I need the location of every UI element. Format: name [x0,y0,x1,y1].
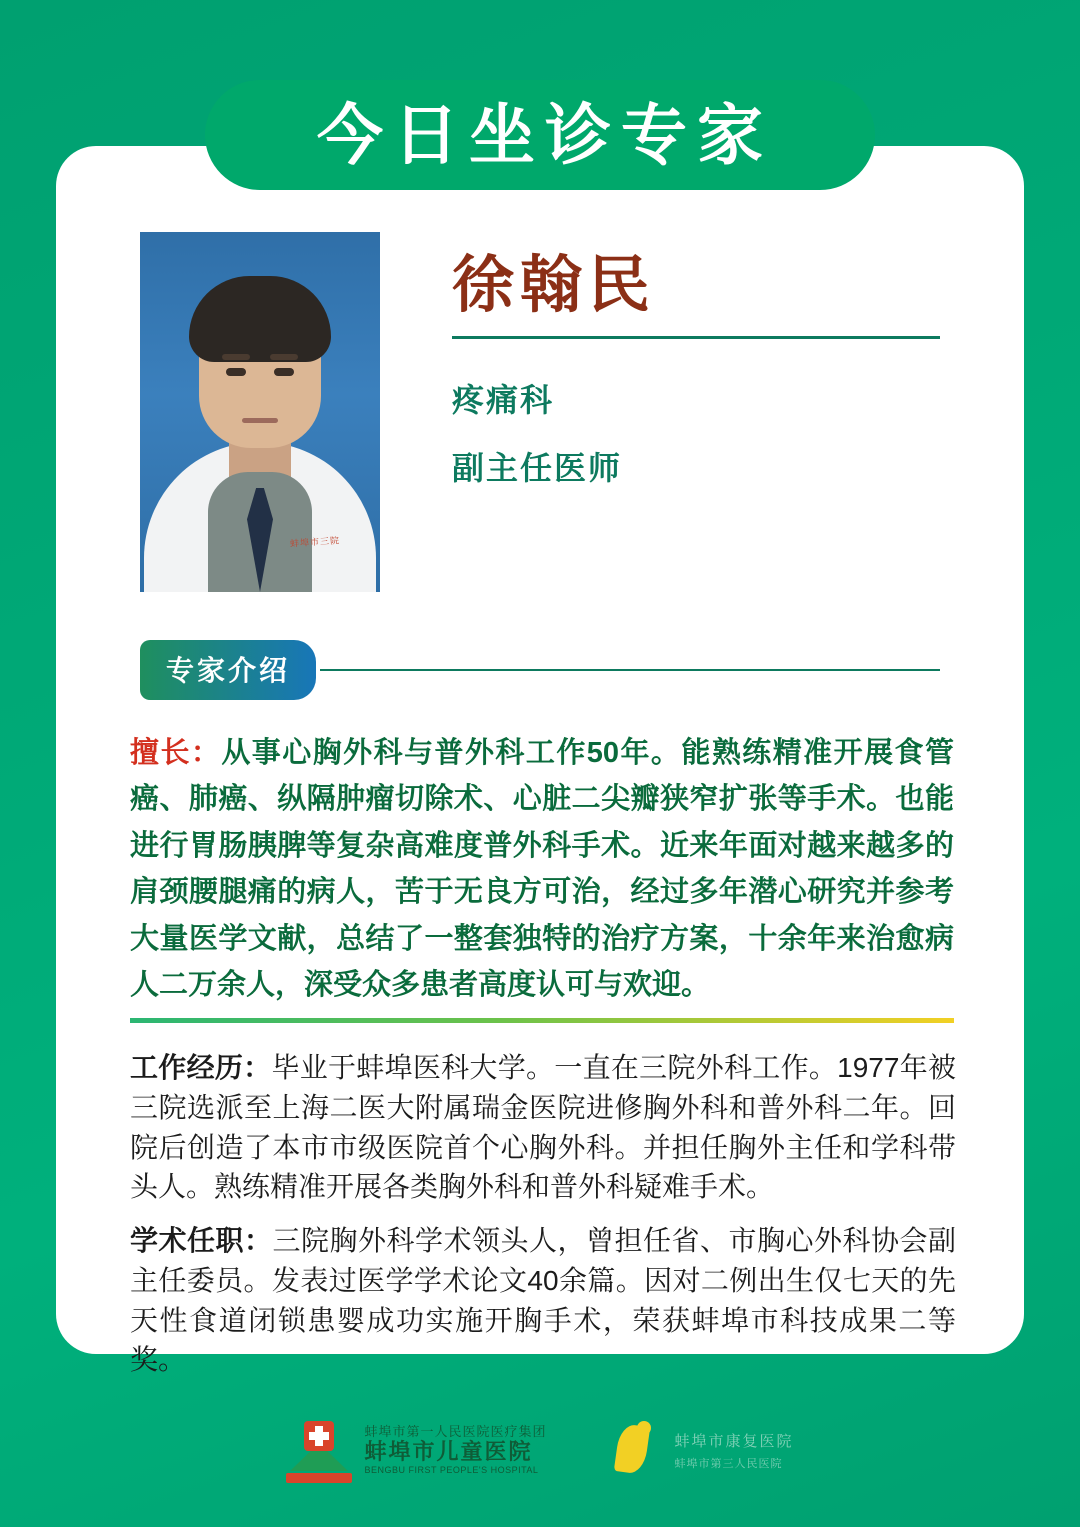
logo-secondary-line2: 蚌埠市第三人民医院 [674,1457,783,1470]
experience-paragraph [130,1048,956,1207]
logo-secondary [607,1419,794,1481]
experience-label: 工作经历： [130,1052,272,1083]
logo-primary-line2: 蚌埠市儿童医院 [364,1438,533,1464]
section-tag-intro: 专家介绍 [140,640,316,700]
content-card [56,146,1024,1376]
doctor-title: 副主任医师 [452,450,623,487]
academic-text: 三院胸外科学术领头人，曾担任省、市胸心外科协会副主任委员。发表过医学学术论文40余篇。因对二例出生仅七天的先天性食道闭锁患婴成功实施开胸手术，荣获蚌埠市科技成果二等奖。 [130,1225,956,1376]
photo-brow-right [270,354,298,360]
photo-hair [189,276,331,362]
logo-primary-line1: 蚌埠市第一人民医院医疗集团 [364,1424,547,1440]
intro-block [130,730,954,1008]
section-header [140,640,940,700]
logo-bar-shape [286,1473,352,1483]
doctor-info [452,232,940,489]
logo-primary-text [364,1425,546,1474]
academic-paragraph [130,1221,956,1380]
rehab-logo-icon [607,1419,663,1481]
doctor-row [140,232,940,592]
name-divider [452,336,940,339]
hospital-logo-icon [286,1417,352,1483]
logo-dot-shape [637,1421,651,1435]
logo-secondary-text [675,1430,794,1471]
doctor-department: 疼痛科 [452,382,555,419]
photo-coat-badge: 蚌埠市三院 [289,535,341,549]
color-divider [130,1018,954,1023]
doctor-name: 徐翰民 [452,251,657,320]
medical-cross-icon [304,1421,334,1451]
intro-label: 擅长： [130,737,222,769]
photo-eye-left [226,368,246,376]
footer-logos [0,1417,1080,1483]
doctor-photo [140,232,380,592]
experience-block [130,1048,956,1394]
logo-secondary-line1: 蚌埠市康复医院 [674,1432,794,1450]
logo-primary [286,1417,546,1483]
photo-brow-left [222,354,250,360]
page-title: 今日坐诊专家 [317,98,773,172]
intro-text: 从事心胸外科与普外科工作50年。能熟练精准开展食管癌、肺癌、纵隔肿瘤切除术、心脏二尖瓣狭窄扩张等手术。也能进行胃肠胰脾等复杂高难度普外科手术。近来年面对越来越多的肩颈腰腿痛的病人，苦于无良方可治，经过多年潜心研究并参考大量医学文献，总结了一整套独特的治疗方案，十余年来治愈病人二万余人，深受众多患者高度认可与欢迎。 [130,737,954,1001]
photo-mouth [242,418,278,423]
photo-eye-right [274,368,294,376]
logo-primary-line3: BENGBU FIRST PEOPLE'S HOSPITAL [364,1464,539,1475]
header-pill [205,80,875,190]
academic-label: 学术任职： [130,1225,273,1256]
experience-text: 毕业于蚌埠医科大学。一直在三院外科工作。1977年被三院选派至上海二医大附属瑞金医院进修胸外科和普外科二年。回院后创造了本市市级医院首个心胸外科。并担任胸外主任和学科带头人。熟练精准开展各类胸外科和普外科疑难手术。 [130,1052,956,1203]
section-divider [320,669,940,671]
intro-paragraph [130,730,954,1008]
